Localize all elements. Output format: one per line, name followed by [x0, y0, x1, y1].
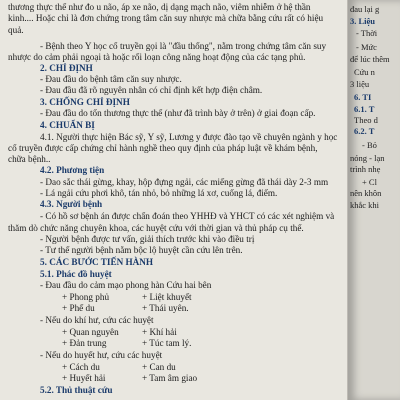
- acupoint-item: + Túc tam lý.: [142, 338, 192, 348]
- text-line: - Người bệnh được tư vấn, giải thích trước khi vào điều trị: [40, 234, 255, 244]
- section-heading: 5. CÁC BƯỚC TIẾN HÀNH: [40, 257, 154, 267]
- text-line: - Lá ngải cứu phơi khô, tán nhỏ, bỏ những lá xơ, cuống lá, điếm.: [40, 188, 278, 198]
- acupoint-item: + Phế du: [62, 303, 95, 313]
- text-line: Cứu n: [354, 67, 375, 77]
- text-line: nóng - lạn: [350, 153, 385, 163]
- acupoint-item: + Quan nguyên: [62, 327, 119, 337]
- text-line: nên khôn: [350, 188, 382, 198]
- text-line: để lúc thêm: [350, 54, 390, 64]
- text-line: - Dao sắc thái gừng, khay, hộp đựng ngải, các miếng gừng đã thái dày 2-3 mm: [40, 177, 329, 187]
- subsection-heading: 4.2. Phương tiện: [40, 165, 105, 175]
- text-line: 4.1. Người thực hiện Bác sỹ, Y sỹ, Lương y được đào tạo về chuyên ngành y học: [40, 132, 338, 142]
- text-line: thương thực thể như đo u não, áp xe não, dị dạng mạch não, viêm nhiễm ở hệ thần: [8, 2, 311, 12]
- text-line: 6.1. T: [354, 104, 375, 114]
- text-line: 6.2. T: [354, 126, 375, 136]
- text-line: đau lại g: [350, 4, 380, 14]
- text-line: - Mức: [356, 42, 377, 52]
- section-heading: 2. CHỈ ĐỊNH: [40, 63, 93, 73]
- text-line: - Tư thế người bệnh nằm bộc lộ huyệt cần cứu lên trên.: [40, 245, 243, 255]
- acupoint-item: + Can du: [142, 362, 176, 372]
- text-line: - Nếu do huyết hư, cứu các huyệt: [40, 350, 163, 360]
- acupoint-item: + Đản trung: [62, 338, 107, 348]
- text-line: nhược do cảm phải ngoại tà hoặc rối loạn công năng hoạt động của các tạng phủ.: [8, 52, 306, 62]
- acupoint-item: + Tam âm giao: [142, 373, 198, 383]
- text-line: kinh.... Hoặc chỉ là đơn chứng trong tâm căn suy nhược mà chữa bằng cứu rất có hiệu: [8, 13, 324, 23]
- text-line: chữa bệnh..: [8, 154, 51, 164]
- book-page-right: [347, 0, 400, 400]
- acupoint-item: + Thái uyên.: [142, 303, 189, 313]
- text-line: - Nếu do khí hư, cứu các huyệt: [40, 315, 154, 325]
- text-line: 3. Liệu: [350, 16, 376, 26]
- text-line: - Đau đầu do bệnh tâm căn suy nhược.: [40, 74, 182, 84]
- acupoint-item: + Cách du: [62, 362, 100, 372]
- section-heading: 4. CHUẨN BỊ: [40, 120, 95, 130]
- subsection-heading: 4.3. Người bệnh: [40, 199, 103, 209]
- text-line: - Đau đầu do cảm mạo phong hàn Cứu hai bên: [40, 280, 212, 290]
- acupoint-item: + Liệt khuyết: [142, 292, 192, 302]
- text-line: - Đau đầu đã rõ nguyên nhân có chỉ định kết hợp điện châm.: [40, 85, 263, 95]
- section-heading: 3. CHỐNG CHỈ ĐỊNH: [40, 97, 130, 107]
- text-line: khắc khi: [350, 200, 380, 210]
- text-line: - Có hồ sơ bệnh án được chẩn đoán theo YHHĐ và YHCT có các xét nghiệm và: [40, 211, 335, 221]
- acupoint-item: + Phong phủ: [62, 292, 110, 302]
- text-line: - Bệnh theo Y học cổ truyền gọi là "đầu thống", nằm trong chứng tâm căn suy: [40, 41, 327, 51]
- text-line: quả.: [8, 25, 24, 35]
- acupoint-item: + Khí hải: [142, 327, 177, 337]
- text-line: - Thời: [356, 28, 378, 38]
- text-line: - Bỏ: [362, 140, 377, 150]
- text-line: 6. TI: [354, 92, 372, 102]
- acupoint-item: + Huyết hải: [62, 373, 106, 383]
- text-line: - Đau đầu do tổn thương thực thể (như đã trình bày ở trên) ở giai đoạn cấp.: [40, 108, 316, 118]
- text-line: 3 liệu: [350, 79, 370, 89]
- subsection-heading: 5.2. Thủ thuật cứu: [40, 385, 113, 395]
- text-line: trình nhẹ: [350, 164, 381, 174]
- text-line: cổ truyền được cấp chứng chỉ hành nghề theo quy định của pháp luật về khám bệnh,: [8, 143, 318, 153]
- text-line: thăm dò chức năng chuyên khoa, các huyệt cứu với thời gian và thủ pháp cụ thể.: [8, 223, 304, 233]
- text-line: + Cl: [362, 177, 377, 187]
- subsection-heading: 5.1. Phác đồ huyệt: [40, 269, 112, 279]
- text-line: Theo d: [354, 115, 378, 125]
